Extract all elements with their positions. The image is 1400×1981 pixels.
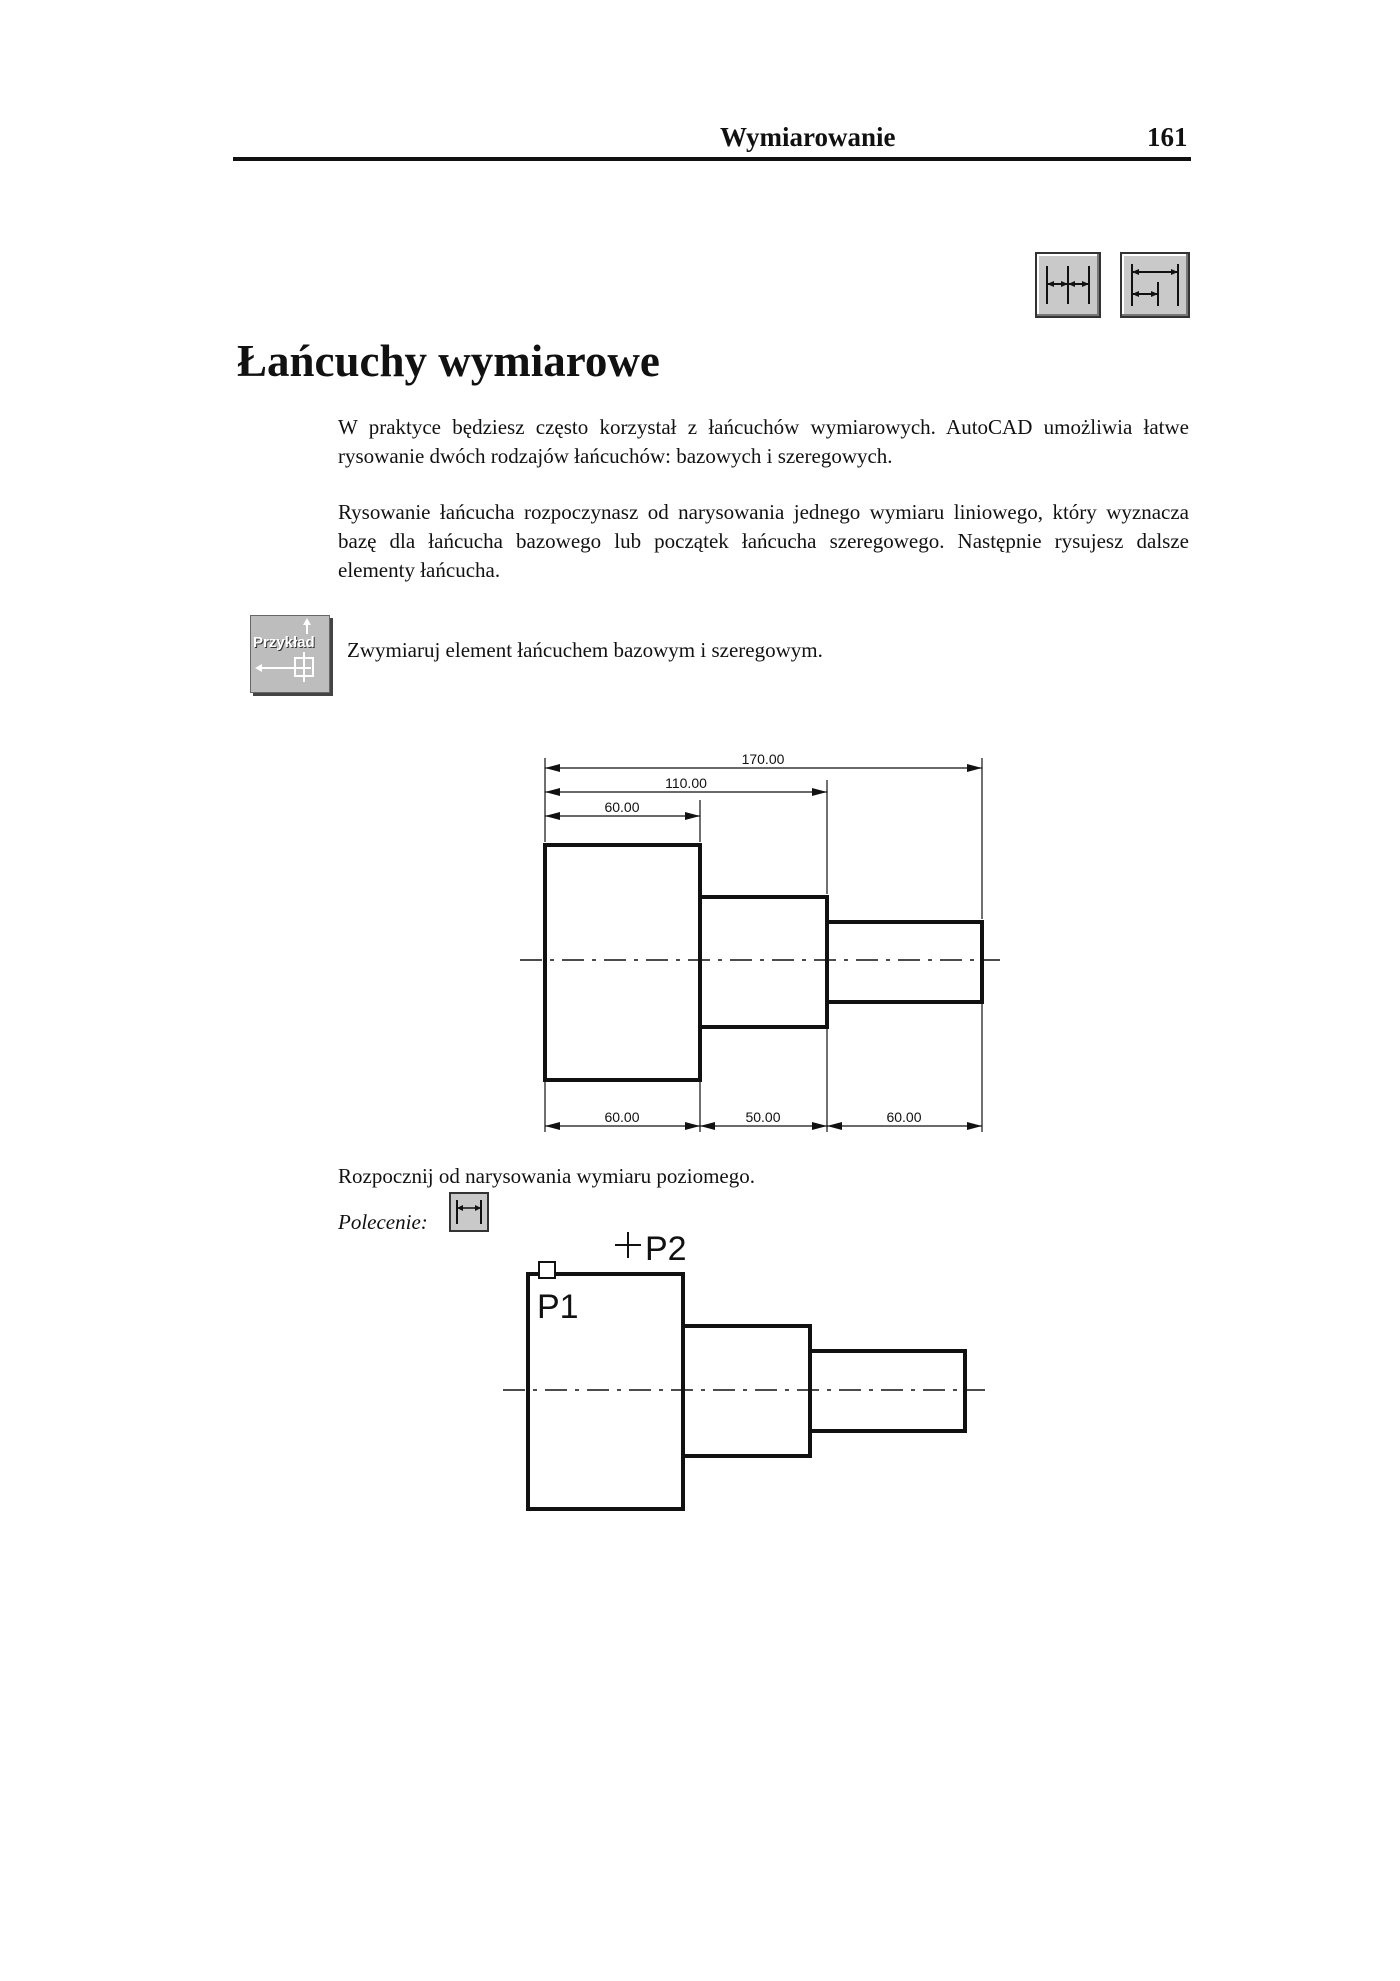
dim-label-baseline-middle: 110.00 <box>665 775 707 791</box>
page-number: 161 <box>1147 122 1188 152</box>
dim-label-baseline-overall: 170.00 <box>741 751 785 767</box>
running-header-title: Wymiarowanie <box>720 122 896 152</box>
dim-label-continued-2: 50.00 <box>745 1109 781 1125</box>
example-icon <box>250 615 330 693</box>
instruction-text: Rozpocznij od narysowania wymiaru poziomego. <box>338 1164 755 1188</box>
dim-label-continued-3: 60.00 <box>886 1109 922 1125</box>
pick-point-p1-label: P1 <box>537 1288 579 1326</box>
shaft-section-large <box>545 845 700 1080</box>
dim-label-baseline-first: 60.00 <box>604 799 640 815</box>
dim-baseline-icon <box>1120 252 1190 318</box>
example-text: Zwymiaruj element łańcuchem bazowym i szeregowym. <box>347 638 823 662</box>
paragraph-method: Rysowanie łańcucha rozpoczynasz od narysowania jednego wymiaru liniowego, który wyznacza bazę dla łańcucha bazowego lub początek łańcucha szeregowego. Następnie rysujesz dalsze elementy łańcucha. <box>338 500 1189 582</box>
pick-point-p1-marker <box>539 1262 555 1278</box>
shaft-section-middle <box>700 897 827 1027</box>
shaft-pick-points-drawing <box>495 1230 995 1520</box>
shaft2-section-small <box>810 1351 965 1431</box>
shaft-section-small <box>827 922 982 1002</box>
section-heading: Łańcuchy wymiarowe <box>237 336 660 386</box>
shaft2-section-middle <box>683 1326 810 1456</box>
command-label: Polecenie: <box>338 1210 428 1234</box>
dim-label-continued-1: 60.00 <box>604 1109 640 1125</box>
dim-continue-icon <box>1035 252 1101 318</box>
paragraph-intro: W praktyce będziesz często korzystał z łańcuchów wymiarowych. AutoCAD umożliwia łatwe rysowanie dwóch rodzajów łańcuchów: bazowych i szeregowych. <box>338 415 1189 468</box>
header-rule <box>233 157 1191 161</box>
dimensioned-shaft-drawing <box>500 740 1020 1140</box>
linear-dimension-icon <box>449 1192 489 1232</box>
pick-point-p2-label: P2 <box>645 1230 687 1268</box>
example-icon-label: Przykład <box>253 634 315 651</box>
